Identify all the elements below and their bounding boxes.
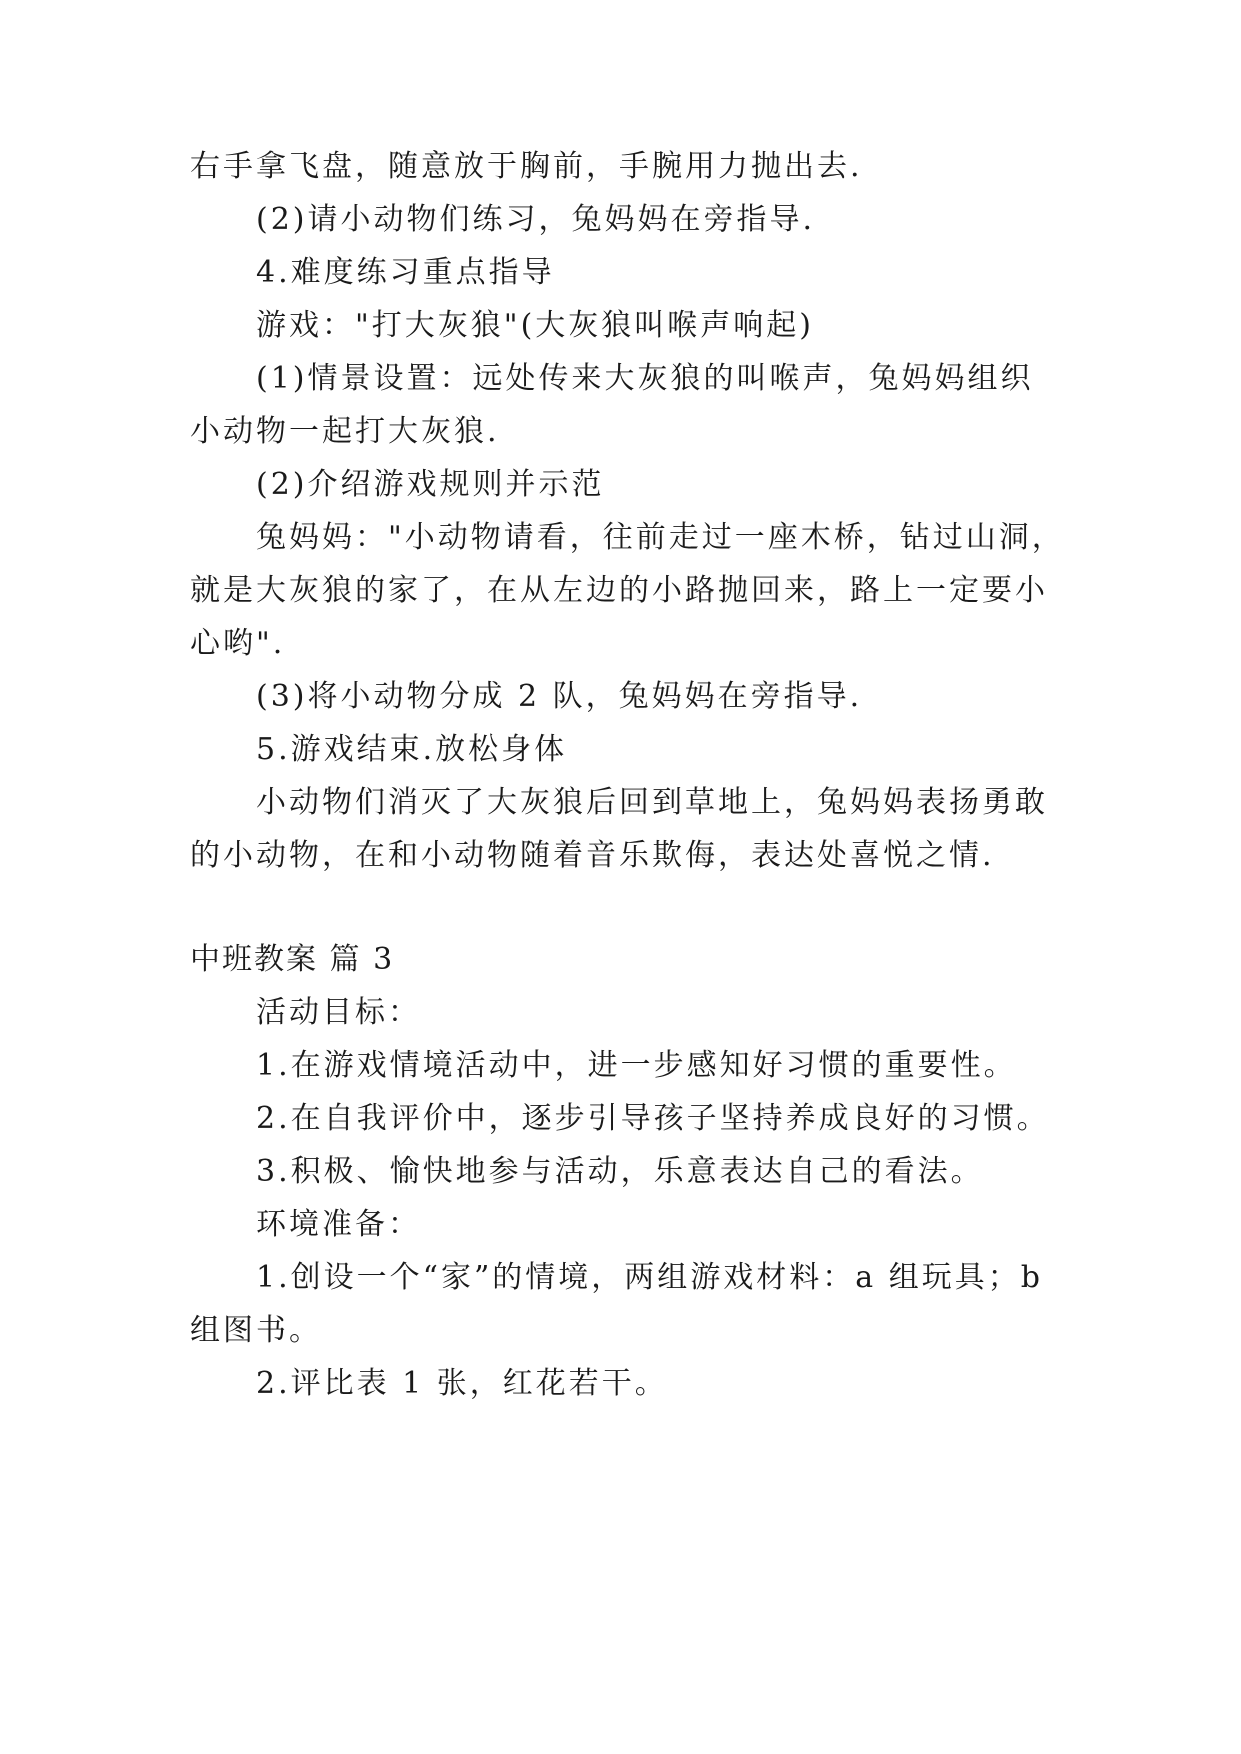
paragraph-line: 右手拿飞盘，随意放于胸前，手腕用力抛出去. — [190, 149, 863, 184]
paragraph-line: (2)介绍游戏规则并示范 — [256, 467, 605, 502]
paragraph-line: 游戏："打大灰狼"(大灰狼叫喉声响起) — [256, 308, 815, 343]
section-label: 活动目标： — [256, 995, 421, 1030]
section-heading: 中班教案 篇 3 — [190, 942, 395, 977]
paragraph-line: 4.难度练习重点指导 — [256, 255, 555, 290]
paragraph-line: (1)情景设置：远处传来大灰狼的叫喉声，兔妈妈组织 — [256, 361, 1034, 396]
list-item: 2.在自我评价中，逐步引导孩子坚持养成良好的习惯。 — [256, 1101, 1050, 1136]
list-item: 3.积极、愉快地参与活动，乐意表达自己的看法。 — [256, 1154, 984, 1189]
paragraph-line: 的小动物，在和小动物随着音乐欺侮，表达处喜悦之情. — [190, 838, 995, 873]
list-item: 组图书。 — [190, 1313, 322, 1348]
paragraph-line: 心哟". — [190, 626, 286, 661]
paragraph-line: 兔妈妈："小动物请看，往前走过一座木桥，钻过山洞， — [256, 520, 1065, 555]
section-label: 环境准备： — [256, 1207, 421, 1242]
paragraph-line: (2)请小动物们练习，兔妈妈在旁指导. — [256, 202, 816, 237]
paragraph-line: (3)将小动物分成 2 队，兔妈妈在旁指导. — [256, 679, 863, 714]
paragraph-line: 小动物们消灭了大灰狼后回到草地上，兔妈妈表扬勇敢 — [256, 785, 1048, 820]
paragraph-line: 就是大灰狼的家了，在从左边的小路抛回来，路上一定要小 — [190, 573, 1048, 608]
list-item: 1.在游戏情境活动中，进一步感知好习惯的重要性。 — [256, 1048, 1017, 1083]
paragraph-line: 小动物一起打大灰狼. — [190, 414, 500, 449]
list-item: 2.评比表 1 张，红花若干。 — [256, 1366, 668, 1401]
list-item: 1.创设一个“家”的情境，两组游戏材料：a 组玩具；b — [256, 1260, 1043, 1295]
paragraph-line: 5.游戏结束.放松身体 — [256, 732, 568, 767]
